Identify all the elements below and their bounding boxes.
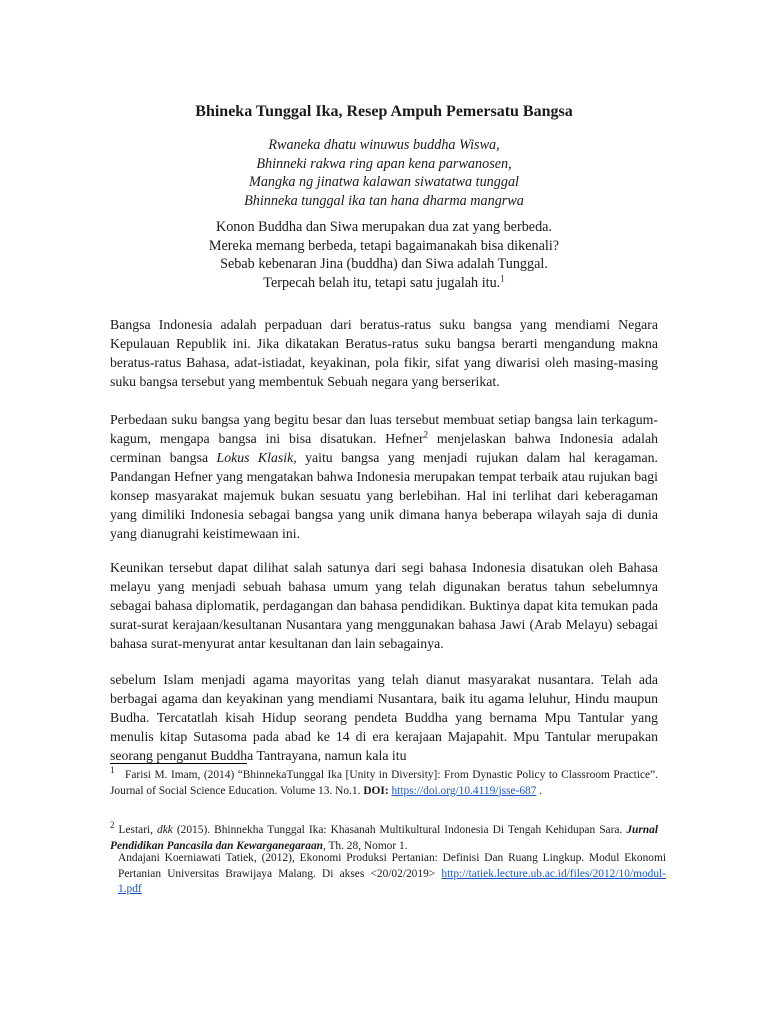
paragraph-2-text-c: yaitu bangsa yang menjadi rujukan dalam hal keragaman. Pandangan Hefner yang mengatakan bahwa Indonesia merupakan tempat terbaik atau rujukan bagi konsep masyarakat majemuk bukan sesuatu yang berlebihan. Hal ini terlihat dari keberagaman yang dimiliki Indonesia sebagai bangsa yang unik dimana hanya beberapa wilayah saja di dunia yang dianugrahi keistimewaan ini. [110,450,659,541]
footnote-3-text: Andajani Koerniawati Tatiek, (2012), Ekonomi Produksi Pertanian: Definisi Dan Ruang Lingkup. Modul Ekonomi Pertanian Universitas Brawijaya Malang. Di akses <20/02/2019> [118,852,666,880]
paragraph-4: sebelum Islam menjadi agama mayoritas yang telah dianut masyarakat nusantara. Telah ada berbagai agama dan keyakinan yang mendiami Nusantara, baik itu agama leluhur, Hindu maupun Budha. Tercatatlah kisah Hidup seorang pendeta Buddha yang bernama Mpu Tantular yang menulis kitap Sutasoma pada abad ke 14 di era kerajaan Majapahit. Mpu Tantular merupakan seorang penganut Buddha Tantrayana, namun kala itu [110,672,658,763]
paragraph-3: Keunikan tersebut dapat dilihat salah satunya dari segi bahasa Indonesia disatukan oleh Bahasa melayu yang menjadi sebuah bahasa umum yang telah digunakan beratus tahun sebelumnya sebagai bahasa diplomatik, perdagangan dan bahasa pendidikan. Buktinya dapat kita temukan pada surat-surat kerajaan/kesultanan Nusantara yang menggunakan bahasa Jawi (Arab Melayu) sebagai bahasa surat-menyurat antar kesultanan dan lain sebagainya. [110,560,658,651]
verse-line: Konon Buddha dan Siwa merupakan dua zat yang berbeda. [215,219,553,235]
footnote-ref-1[interactable]: 1 [500,272,505,283]
verse-line: Bhinneki rakwa ring apan kena parwanosen, [256,155,512,172]
verse-translation [0,218,768,292]
verse-line [0,274,768,293]
footnote-ref-2[interactable]: 2 [423,429,429,440]
lokus-klasik-term: Lokus Klasik, [216,450,297,465]
paragraph-2-text-a: Perbedaan suku bangsa yang begitu besar dan luas tersebut membuat setiap bangsa lain terkagum-kagum, mengapa bangsa ini bisa disatukan. Hefner [110,412,658,446]
footnote-2-dkk: dkk [157,824,173,836]
footnote-2-text-c: , Th. 28, Nomor 1. [322,839,408,852]
doi-label: DOI: [363,784,389,797]
verse-line-text: Terpecah belah itu, tetapi satu jugalah itu. [263,274,501,291]
footnote-2 [110,820,658,854]
verse-line: Sebab kebenaran Jina (buddha) dan Siwa adalah Tunggal. [220,256,548,272]
paragraph-2-text-b: menjelaskan bahwa Indonesia adalah cerminan bangsa [110,431,658,465]
verse-line: Mereka memang berbeda, tetapi bagaimanakah bisa dikenali? [208,237,560,254]
footnote-divider [110,763,247,764]
verse-line: Rwaneka dhatu winuwus buddha Wiswa, [268,137,500,153]
page-title: Bhineka Tunggal Ika, Resep Ampuh Pemersatu Bangsa [195,103,573,120]
journal-title: Jurnal Pendidikan Pancasila dan Kewarganegaraan [110,824,658,852]
verse-line: Bhinneka tunggal ika tan hana dharma mangrwa [244,192,524,209]
paragraph-1: Bangsa Indonesia adalah perpaduan dari beratus-ratus suku bangsa yang mendiami Negara Kepulauan Republik ini. Jika dikatakan Beratus-ratus suku bangsa berarti mengandung makna beratus-ratus Bahasa, adat-istiadat, keyakinan, pola fikir, sifat yang diwarisi oleh masing-masing suku bangsa tersebut yang membentuk Sebuah negara yang berserikat. [110,317,658,389]
verse-line: Mangka ng jinatwa kalawan siwatatwa tunggal [249,174,519,190]
footnote-1-end: . [536,784,543,797]
footnote-1 [110,765,658,799]
footnote-2-text-b: (2015). Bhinnekha Tunggal Ika: Khasanah Multikultural Indonesia Di Tengah Kehidupan Sara. [172,824,627,836]
footnote-3 [110,851,666,898]
doi-link[interactable]: https://doi.org/10.4119/jsse-687 [391,784,537,797]
footnote-1-text: Farisi M. Imam, (2014) “BhinnekaTunggal Ika [Unity in Diversity]: From Dynastic Policy to Classroom Practice”. Journal of Social Science Education. Volume 13. No.1. [110,769,658,797]
verse-original [0,136,768,210]
footnote-2-mark: 2 [110,820,115,831]
footnote-1-mark: 1 [110,765,115,776]
footnote-2-text-a: Lestari, [114,824,158,836]
module-link[interactable]: http://tatiek.lecture.ub.ac.id/files/2012/10/modul-1.pdf [118,867,666,895]
paragraph-2 [110,410,658,543]
